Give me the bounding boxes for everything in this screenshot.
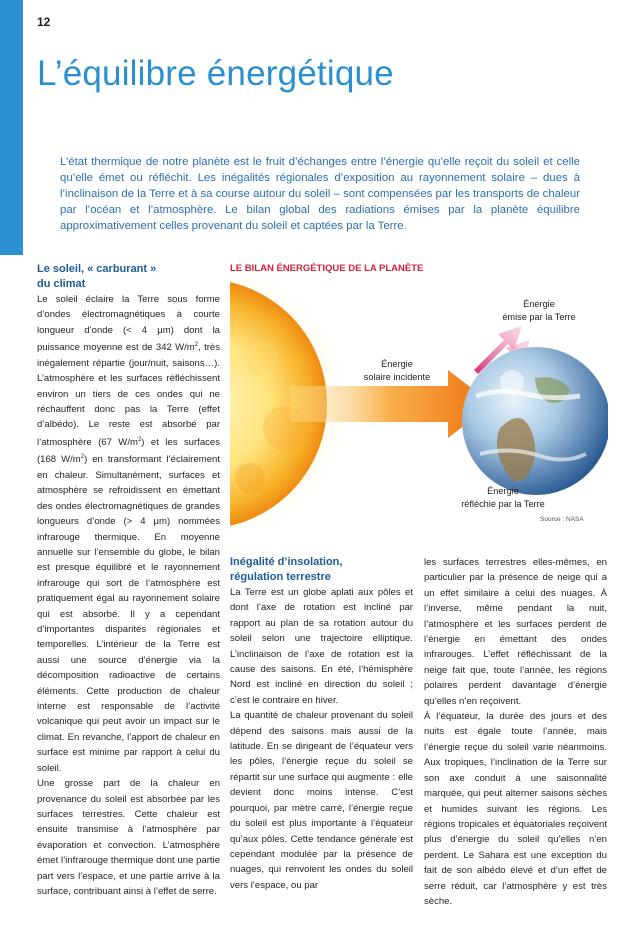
intro-paragraph: L’état thermique de notre planète est le fruit d’échanges entre l’énergie qu’elle reçoit du soleil et celle qu’elle émet ou réfléchit. Les inégalités régionales d’exposition au rayonnement solaire – dues à l’inclinaison de la Terre et à sa course autour du soleil – sont compensées par les transports de chaleur par l’océan et l’atmosphère. Le bilan global des radiations émises par la planète équilibre approximativement celles provenant du soleil et captées par la Terre. [60, 156, 580, 232]
section-heading-soleil [37, 262, 220, 291]
body-paragraph: À l’équateur, la durée des jours et des nuits est égale toute l’année, mais l’énergie reçue du soleil varie néanmoins. Aux tropiques, l’inclination de la Terre sur son axe conduit à une saisonnalité marquée, qui peut alterner saisons sèches et humides suivant les régions. Les régions tropicales et équatoriales reçoivent plus d’énergie du soleil qu’elles n’en perdent. Le Sahara est une exception du fait de son albédo élevé et d’un effet de serre réduit, car l’atmosphère y est très sèche. [424, 711, 607, 907]
body-paragraph: La quantité de chaleur provenant du soleil dépend des saisons mais aussi de la latitude. En se dirigeant de l’équateur vers les pôles, l’énergie reçue du soleil se répartit sur une surface qui augmente : elle devient donc moins intense. C’est pourquoi, par mètre carré, l’énergie reçue du soleil est plus importante à l’équateur qu’aux pôles. Cette tendance générale est cependant modulée par la présence de nuages, qui renvoient les ondes du soleil vers l’espace, ou par [230, 710, 413, 891]
body-paragraph: Le soleil éclaire la Terre sous forme d’ondes électromagnétiques à courte longueur d’onde (< 4 μm) dont la puissance moyenne est de 342 $W/m^2$, très inégalement répartie (jour/nuit, saisons…). L’atmosphère et les surfaces réfléchissent environ un tiers de ces ondes qui ne réchauffent donc pas la Terre (effet d’albédo). Le reste est absorbé par l’atmosphère (67 $W/m^2$) et les surfaces (168 $W/m^2$) en transformant l’éclairement en chaleur. Simultanément, surfaces et atmosphère se refroidissent en émettant des ondes électromagnétiques de grandes longueurs d’onde (> 4 μm) nommées infrarouge thermique. En moyenne annuelle sur l’ensemble du globe, le bilan est presque équilibré et le rayonnement infrarouge qui sort de l’atmosphère est pratiquement égal au rayonnement solaire qui est absorbé. Il y a cependant d’importantes disparités régionales et temporelles. L’intérieur de la Terre est aussi une source d’énergie via la décomposition radioactive de certains éléments. Cette production de chaleur interne est responsable de l’activité volcanique qui peut avoir un impact sur le climat. En revanche, l’apport de chaleur en surface est minime par rapport à celui du soleil. [37, 294, 221, 774]
side-color-bar [0, 0, 23, 255]
heading-line-2: régulation terrestre [230, 570, 331, 583]
body-paragraph: Une grosse part de la chaleur en provenance du soleil est absorbée par les surfaces terrestres. Cette chaleur est ensuite transmise à l’atmosphère par évaporation et convection. L’atmosphère émet l’infrarouge thermique dont une partie part vers l’espace, et une partie arrive à la surface, contribuant ainsi à l’effet de serre. [37, 778, 220, 897]
earth-globe [462, 347, 608, 495]
section-heading-insolation [230, 555, 413, 584]
page-number: 12 [37, 15, 51, 29]
figure-source: Source : NASA [540, 516, 584, 523]
label-reflected-energy: Énergie réfléchie par la Terre [461, 486, 545, 509]
heading-line-2: du climat [37, 277, 86, 290]
label-incident-energy: Énergie solaire incidente [363, 359, 431, 382]
label-emitted-energy: Énergie émise par la Terre [502, 299, 576, 322]
heading-line-1: Le soleil, « carburant » [37, 263, 157, 275]
column-middle [230, 555, 413, 893]
figure-title: LE BILAN ÉNERGÉTIQUE DE LA PLANÈTE [230, 263, 424, 274]
column-right [424, 555, 607, 909]
page-title: L’équilibre énergétique [37, 54, 394, 93]
body-paragraph: les surfaces terrestres elles-mêmes, en particulier par la présence de neige qui a un effet similaire à celui des nuages. À l’inverse, même pendant la nuit, l’atmosphère et les surfaces perdent de l’énergie en émettant des ondes infrarouges. L’effet réfléchissant de la neige fait que, toute l’année, les régions polaires perdent davantage d’énergie qu’elles n’en reçoivent. [424, 557, 607, 707]
column-left [37, 262, 220, 899]
heading-line-1: Inégalité d’insolation, [230, 556, 343, 568]
body-paragraph: La Terre est un globe aplati aux pôles et dont l’axe de rotation est incliné par rapport au plan de sa rotation autour du soleil selon une trajectoire elliptique. L’inclinaison de l’axe de rotation est la cause des saisons. En été, l’hémisphère Nord est incliné en direction du soleil ; c’est le contraire en hiver. [230, 587, 413, 706]
